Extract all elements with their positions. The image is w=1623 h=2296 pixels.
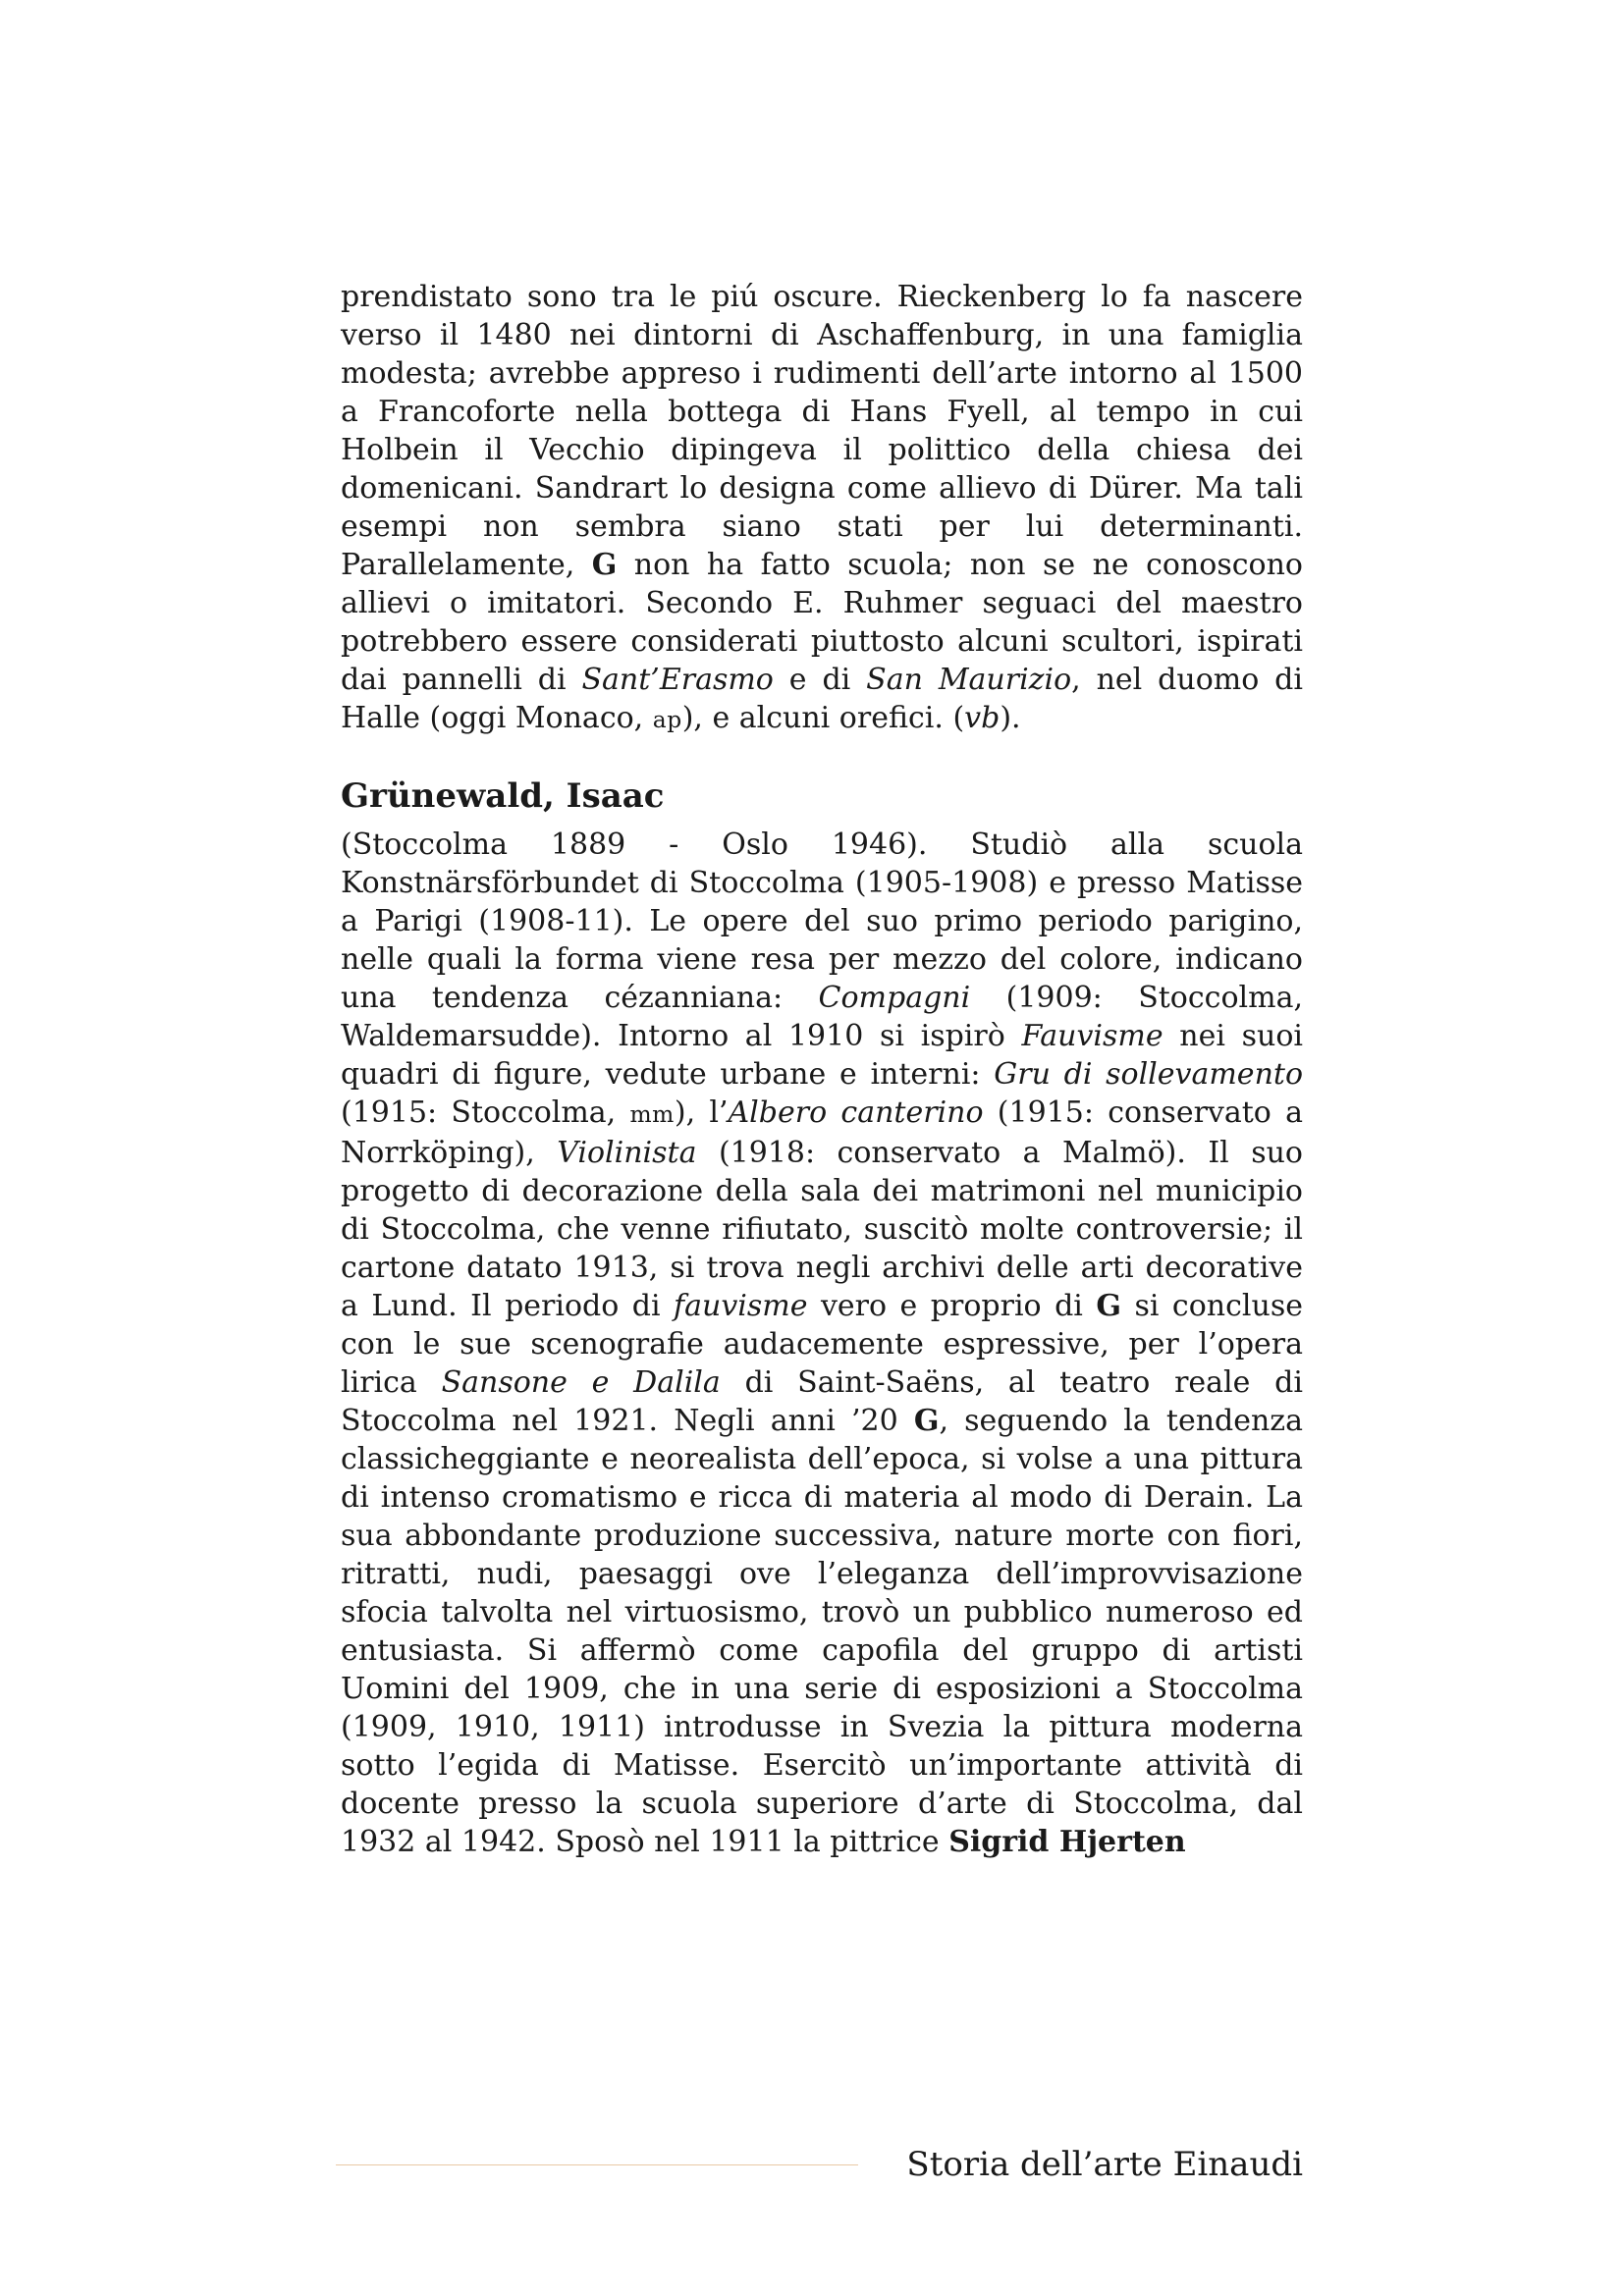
- movement-name: Fauvisme: [1021, 1019, 1163, 1053]
- museum-abbrev: mm: [629, 1100, 675, 1128]
- artwork-title: San Maurizio: [866, 663, 1072, 697]
- text-run: (1909: Stoccolma, Waldemarsudde). Intorno al 1910 si ispirò: [341, 981, 1303, 1053]
- text-run: ).: [1000, 701, 1021, 735]
- entry-abbrev: G: [913, 1404, 940, 1438]
- cross-reference: Sigrid Hjerten: [948, 1825, 1186, 1859]
- artwork-title: Sansone e Dalila: [441, 1365, 721, 1400]
- movement-name: fauvisme: [674, 1289, 808, 1323]
- previous-entry-paragraph: [341, 278, 1303, 739]
- author-initials: vb: [964, 701, 1001, 735]
- footer-title: Storia dell’arte Einaudi: [906, 2145, 1303, 2184]
- artwork-title: Sant’Erasmo: [581, 663, 774, 697]
- text-run: , nel duomo di Halle (oggi Monaco,: [341, 663, 1303, 735]
- text-run: (1915: Stoccolma,: [341, 1095, 630, 1130]
- artwork-title: Compagni: [818, 981, 971, 1015]
- text-run: si concluse con le sue scenografie audacemente espressive, per l’opera lirica: [341, 1289, 1303, 1400]
- text-column: [341, 278, 1303, 1861]
- text-run: vero e proprio di: [807, 1289, 1097, 1323]
- entry-abbrev: G: [591, 548, 618, 582]
- text-run: (Stoccolma 1889 - Oslo 1946). Studiò alla scuola Konstnärsförbundet di Stoccolma (1905-1908) e presso Matisse a Parigi (1908-11). Le opere del suo primo periodo parigino, nelle quali la forma viene resa per mezzo del colore, indicano una tendenza cézanniana:: [341, 828, 1303, 1015]
- artwork-title: Gru di sollevamento: [994, 1057, 1304, 1092]
- text-run: e di: [773, 663, 867, 697]
- text-run: nei suoi quadri di figure, vedute urbane e interni:: [341, 1019, 1303, 1092]
- museum-abbrev: ap: [652, 706, 682, 733]
- text-run: , seguendo la tendenza classicheggiante e neorealista dell’epoca, si volse a una pittura di intenso cromatismo e ricca di materia al modo di Derain. La sua abbondante produzione successiva, nature morte con fiori, ritratti, nudi, paesaggi ove l’eleganza dell’improvvisazione sfocia talvolta nel virtuosismo, trovò un pubblico numeroso ed entusiasta. Si affermò come capofila del gruppo di artisti Uomini del 1909, che in una serie di esposizioni a Stoccolma (1909, 1910, 1911) introdusse in Svezia la pittura moderna sotto l’egida di Matisse. Esercitò un’importante attività di docente presso la scuola superiore d’arte di Stoccolma, dal 1932 al 1942. Sposò nel 1911 la pittrice: [341, 1404, 1303, 1859]
- footer-rule: [336, 2164, 858, 2165]
- text-run: (1915: conservato a Norrköping),: [341, 1095, 1304, 1170]
- text-run: non ha fatto scuola; non se ne conoscono allievi o imitatori. Secondo E. Ruhmer seguaci del maestro potrebbero essere considerati piuttosto alcuni scultori, ispirati dai pannelli di: [341, 548, 1303, 697]
- entry-abbrev: G: [1096, 1289, 1121, 1323]
- artwork-title: Albero canterino: [728, 1095, 984, 1130]
- entry-heading: Grünewald, Isaac: [341, 776, 665, 816]
- page-footer: [336, 2143, 1303, 2186]
- text-run: ), l’: [674, 1095, 729, 1130]
- entry-paragraph: [341, 826, 1303, 1861]
- text-run: prendistato sono tra le piú oscure. Rieckenberg lo fa nascere verso il 1480 nei dintorni di Aschaffenburg, in una famiglia modesta; avrebbe appreso i rudimenti dell’arte intorno al 1500 a Francoforte nella bottega di Hans Fyell, al tempo in cui Holbein il Vecchio dipingeva il polittico della chiesa dei domenicani. Sandrart lo designa come allievo di Dürer. Ma tali esempi non sembra siano stati per lui determinanti. Parallelamente,: [341, 280, 1303, 582]
- text-run: (1918: conservato a Malmö). Il suo progetto di decorazione della sala dei matrimoni nel municipio di Stoccolma, che venne rifiutato, suscitò molte controversie; il cartone datato 1913, si trova negli archivi delle arti decorative a Lund. Il periodo di: [341, 1136, 1303, 1323]
- text-run: di Saint-Saëns, al teatro reale di Stoccolma nel 1921. Negli anni ’20: [341, 1365, 1303, 1438]
- artwork-title: Violinista: [557, 1136, 697, 1170]
- text-run: ), e alcuni orefici. (: [681, 701, 965, 735]
